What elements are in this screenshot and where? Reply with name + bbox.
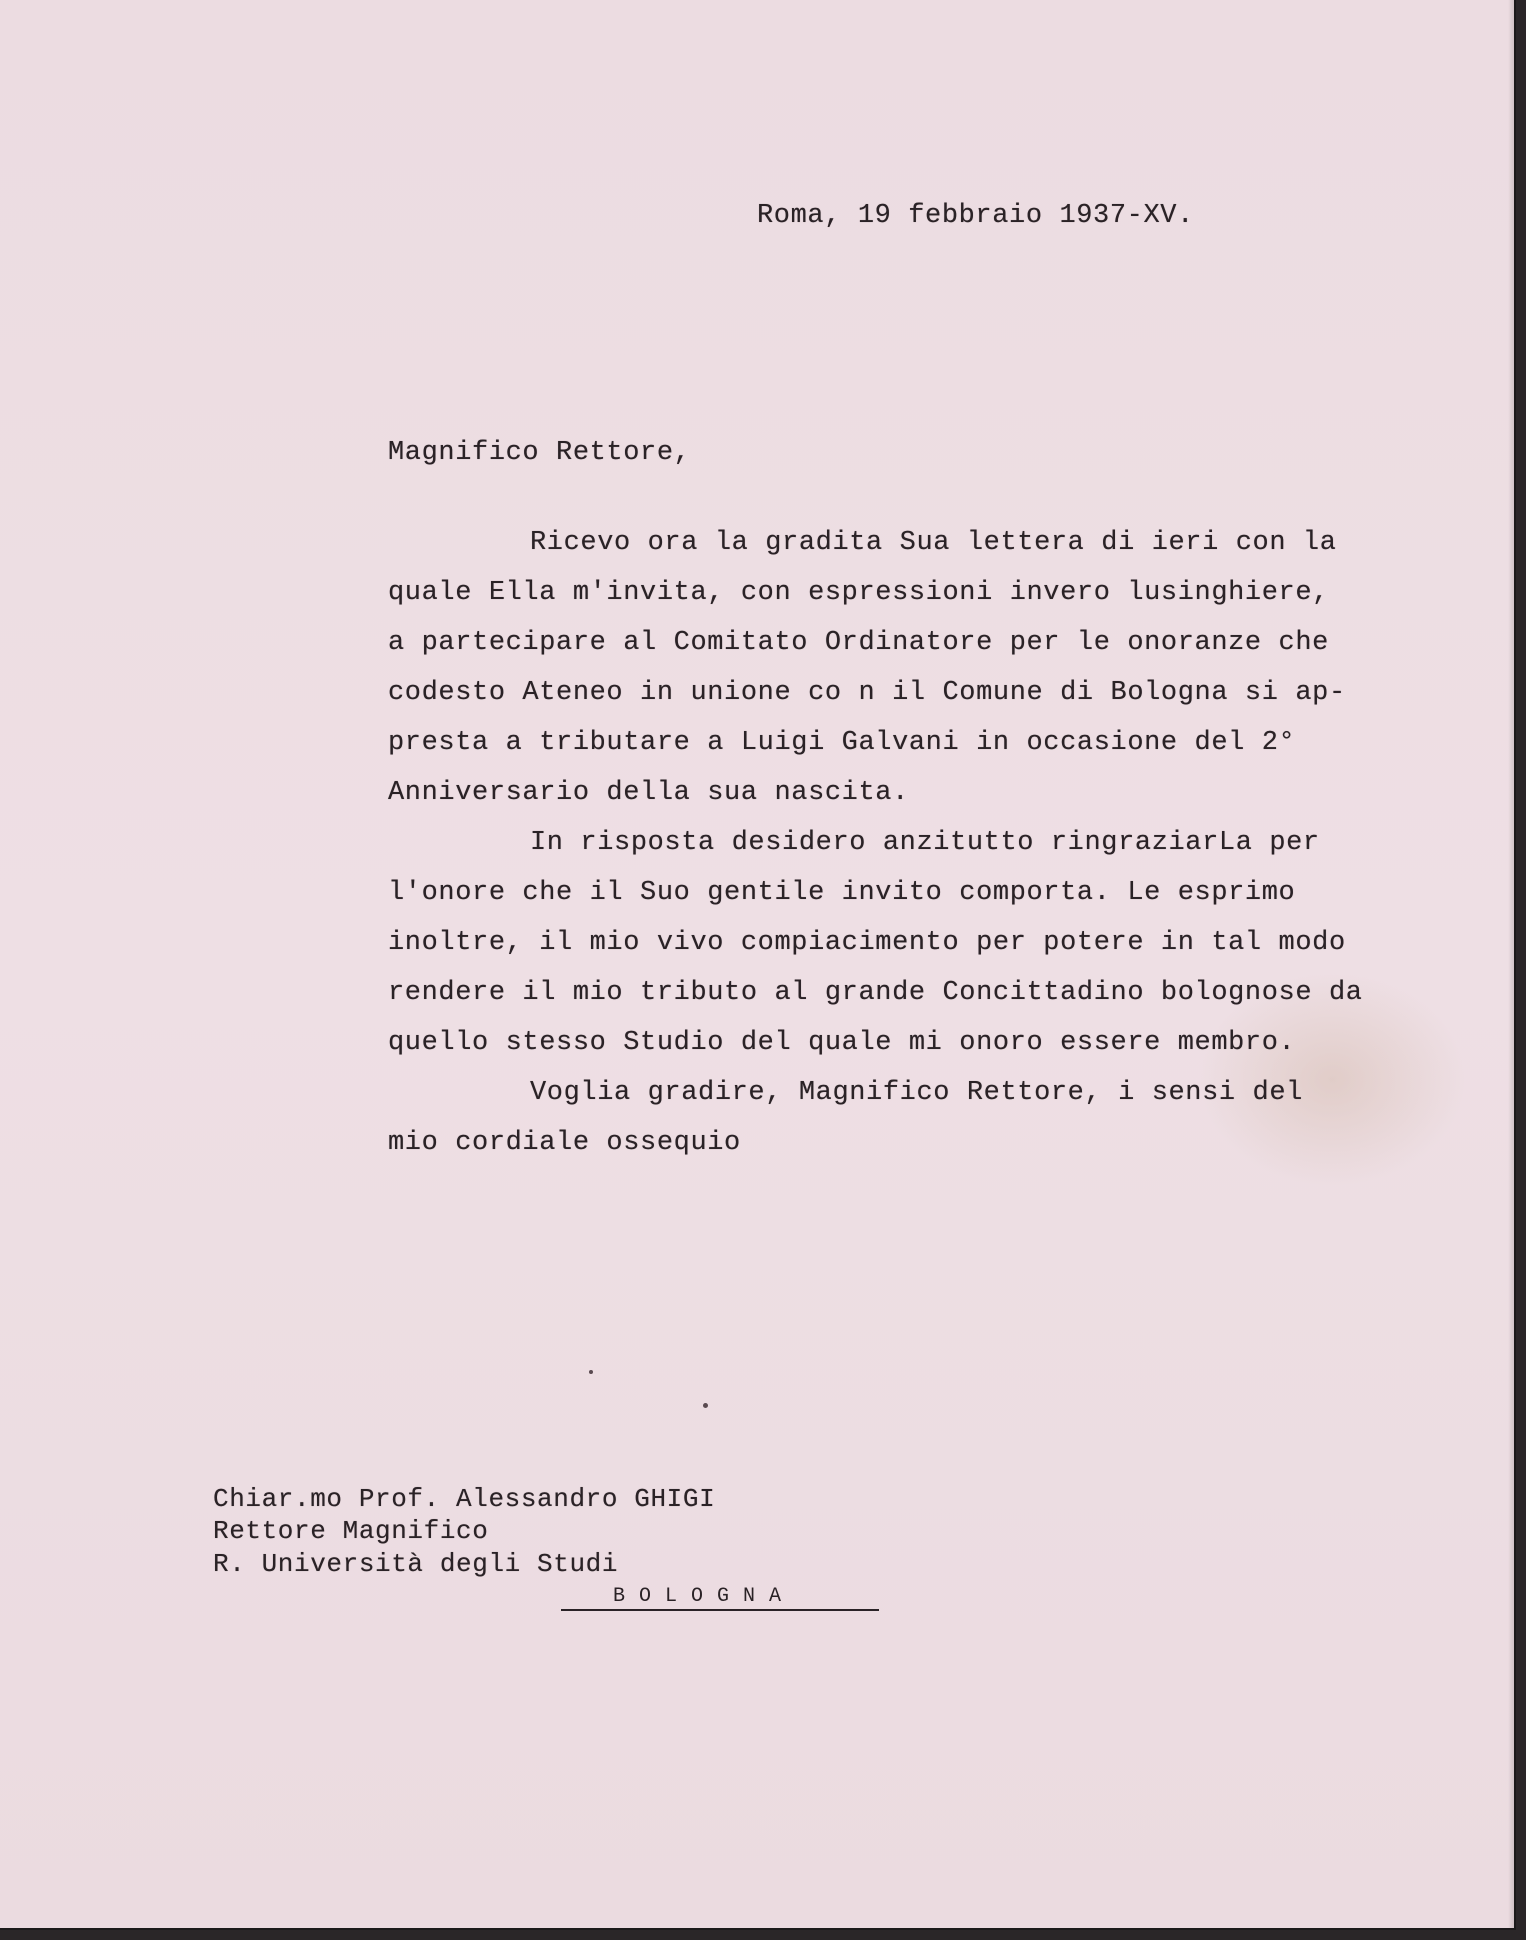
- body-line: l'onore che il Suo gentile invito comporta. Le esprimo: [388, 878, 1296, 908]
- address-institution: R. Università degli Studi: [213, 1549, 619, 1579]
- body-line: Anniversario della sua nascita.: [388, 778, 909, 808]
- salutation: Magnifico Rettore,: [388, 438, 691, 468]
- body-line: In risposta desidero anzitutto ringraziarLa per: [530, 828, 1320, 858]
- ink-speck: [703, 1403, 708, 1408]
- body-line: a partecipare al Comitato Ordinatore per le onoranze che: [388, 628, 1329, 658]
- page-edge-shadow: [1508, 0, 1514, 1928]
- address-title: Rettore Magnifico: [213, 1516, 489, 1546]
- body-line: quello stesso Studio del quale mi onoro essere membro.: [388, 1028, 1296, 1058]
- body-line: inoltre, il mio vivo compiacimento per potere in tal modo: [388, 928, 1346, 958]
- date-line: Roma, 19 febbraio 1937-XV.: [757, 201, 1194, 231]
- body-line: Ricevo ora la gradita Sua lettera di ieri con la: [530, 528, 1337, 558]
- body-line: quale Ella m'invita, con espressioni invero lusinghiere,: [388, 578, 1329, 608]
- body-line: Voglia gradire, Magnifico Rettore, i sensi del: [530, 1078, 1303, 1108]
- body-line: codesto Ateneo in unione co n il Comune di Bologna si ap-: [388, 678, 1346, 708]
- ink-speck: [589, 1370, 593, 1374]
- body-line: presta a tributare a Luigi Galvani in occasione del 2°: [388, 728, 1296, 758]
- address-recipient: Chiar.mo Prof. Alessandro GHIGI: [213, 1484, 716, 1514]
- address-city: BOLOGNA: [561, 1587, 879, 1611]
- body-line: mio cordiale ossequio: [388, 1128, 741, 1158]
- body-line: rendere il mio tributo al grande Concittadino bolognose da: [388, 978, 1363, 1008]
